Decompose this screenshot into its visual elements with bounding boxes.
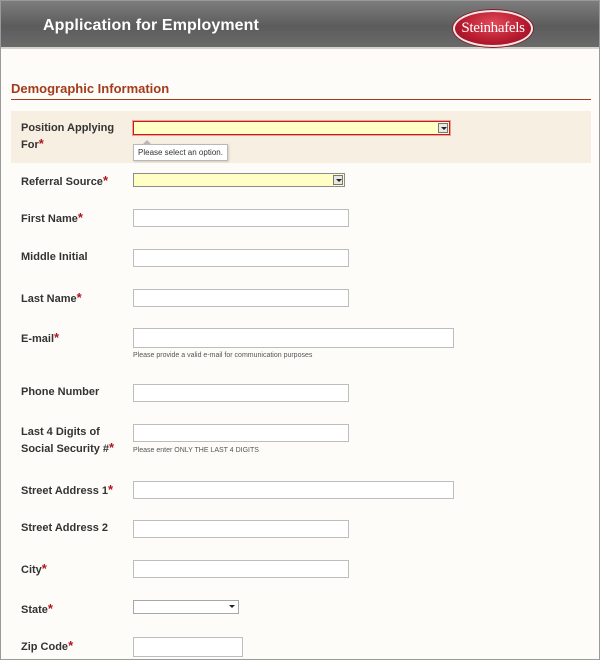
form-header <box>1 1 599 49</box>
required-marker: * <box>108 482 114 497</box>
section-divider <box>11 99 591 100</box>
street2-label: Street Address 2 <box>21 522 109 534</box>
street1-label-text: Street Address 1 <box>21 485 109 497</box>
city-label-text: City <box>21 564 42 576</box>
street1-label <box>21 482 133 499</box>
required-marker: * <box>47 601 53 616</box>
zip-input[interactable] <box>133 637 243 657</box>
last-name-label-text: Last Name <box>21 293 77 305</box>
state-select[interactable] <box>133 600 239 614</box>
zip-label-text: Zip Code <box>21 641 69 653</box>
first-name-label <box>21 210 133 227</box>
steinhafels-logo <box>453 10 533 47</box>
city-input[interactable] <box>133 560 349 578</box>
state-label-text: State <box>21 604 48 616</box>
position-label-text: Position Applying For <box>21 122 115 151</box>
email-label-text: E-mail <box>21 333 55 345</box>
required-marker: * <box>109 440 115 455</box>
required-marker: * <box>102 173 108 188</box>
ssn-input[interactable] <box>133 424 349 442</box>
phone-input[interactable] <box>133 384 349 402</box>
last-name-input[interactable] <box>133 289 349 307</box>
position-select[interactable] <box>133 121 450 135</box>
referral-label <box>21 173 133 190</box>
chevron-down-icon[interactable] <box>229 605 235 608</box>
ssn-label-text: Last 4 Digits of Social Security # <box>21 426 110 455</box>
validation-tooltip: Please select an option. <box>133 144 228 161</box>
referral-label-text: Referral Source <box>21 176 103 188</box>
required-marker: * <box>68 638 74 653</box>
first-name-input[interactable] <box>133 209 349 227</box>
email-label <box>21 330 133 347</box>
chevron-down-icon[interactable] <box>438 123 448 133</box>
street2-input[interactable] <box>133 520 349 538</box>
required-marker: * <box>77 210 83 225</box>
first-name-label-text: First Name <box>21 213 78 225</box>
street1-input[interactable] <box>133 481 454 499</box>
phone-label: Phone Number <box>21 386 100 398</box>
referral-select[interactable] <box>133 173 345 187</box>
city-label <box>21 561 133 578</box>
required-marker: * <box>54 330 60 345</box>
middle-initial-label: Middle Initial <box>21 251 88 263</box>
required-marker: * <box>76 290 82 305</box>
form-title: Application for Employment <box>43 17 259 34</box>
logo-text: Steinhafels <box>461 20 525 36</box>
chevron-down-icon[interactable] <box>333 175 343 185</box>
section-title: Demographic Information <box>11 81 170 96</box>
required-marker: * <box>38 136 44 151</box>
state-label <box>21 601 133 618</box>
zip-label <box>21 638 133 655</box>
email-input[interactable] <box>133 328 454 348</box>
last-name-label <box>21 290 133 307</box>
required-marker: * <box>41 561 47 576</box>
position-label <box>21 120 133 153</box>
ssn-label <box>21 424 133 457</box>
ssn-hint: Please enter ONLY THE LAST 4 DIGITS <box>133 447 259 454</box>
middle-initial-input[interactable] <box>133 249 349 267</box>
email-hint: Please provide a valid e-mail for communication purposes <box>133 352 313 359</box>
